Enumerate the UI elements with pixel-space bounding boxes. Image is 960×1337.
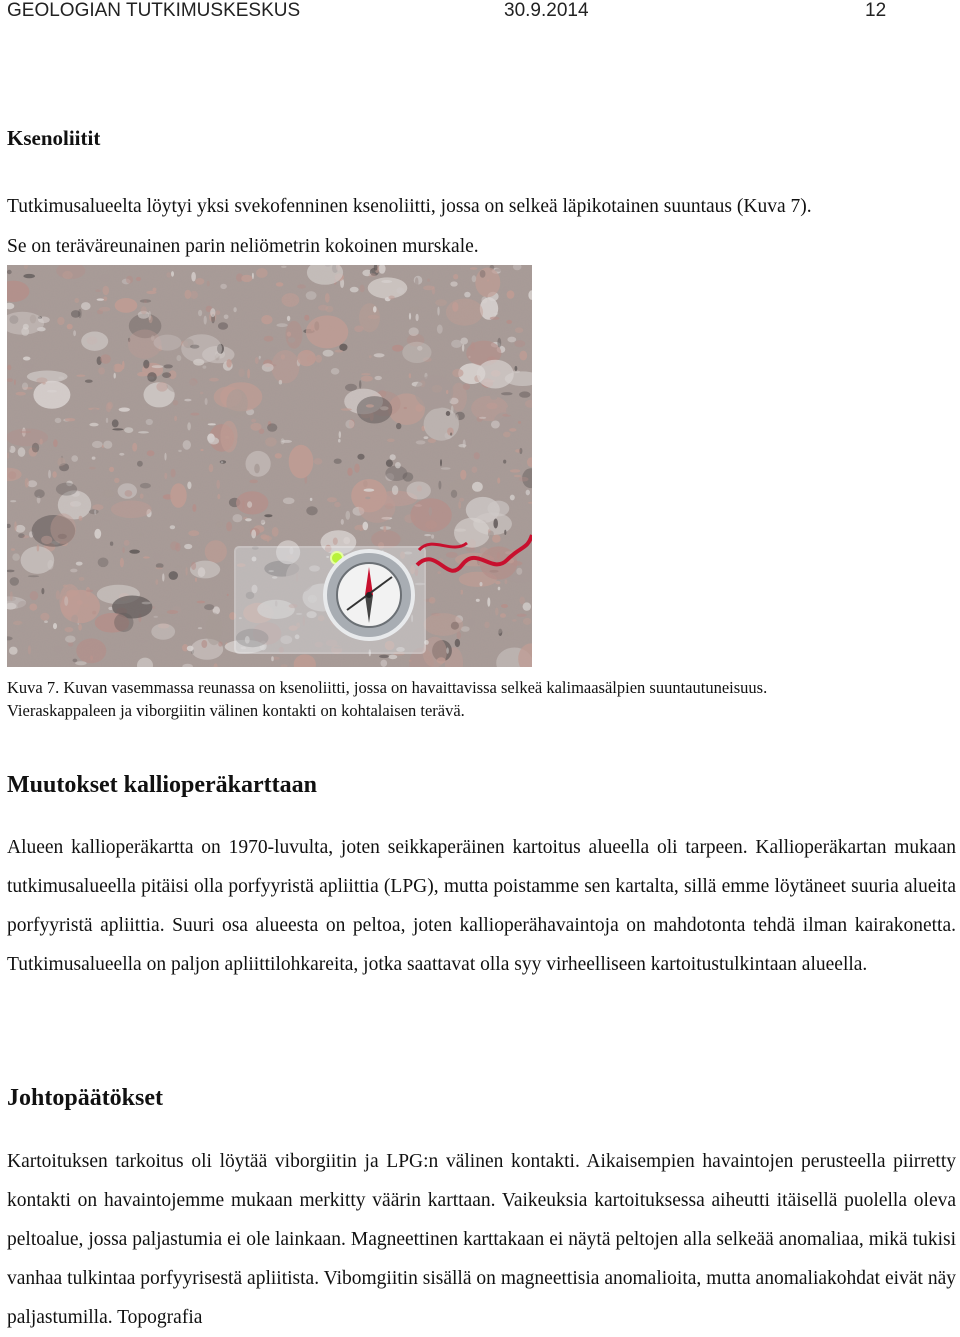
section-heading-johtopaatokset: Johtopäätökset xyxy=(7,1085,164,1111)
page-header xyxy=(7,0,887,22)
section-heading-muutokset: Muutokset kallioperäkarttaan xyxy=(7,772,318,798)
muutokset-paragraph: Alueen kallioperäkartta on 1970-luvulta, joten seikkaperäinen kartoitus alueella oli tarpeen. Kallioperäkartan mukaan tutkimusalueella pitäisi olla porfyyristä apliittia (LPG), mutta poistamme sen kartalta, sillä emme löytäneet suuria alueita porfyyristä apliittia. Suuri osa alueesta on peltoa, joten kallioperähavaintoja on mahdotonta tehdä ilman kairakonetta. Tutkimusalueella on paljon apliittilohkareita, jotka saattavat olla syy virheelliseen kartoitustulkintaan alueella. xyxy=(7,837,956,975)
page-number: 12 xyxy=(865,0,887,21)
section-heading-ksenoliitit: Ksenoliitit xyxy=(7,126,101,150)
caption-line-2: Vieraskappaleen ja viborgiitin välinen kontakti on kohtalaisen terävä. xyxy=(7,701,465,720)
xenolith-photo xyxy=(7,265,532,667)
johtopaatokset-paragraph: Kartoituksen tarkoitus oli löytää viborgiitin ja LPG:n välinen kontakti. Aikaisempien havaintojen perusteella piirretty kontakti on havaintojemme mukaan merkitty väärin karttaan. Vaikeuksia kartoituksessa aiheutti itäisellä puolella oleva peltoalue, jossa paljastumia ei ole lainkaan. Magneettinen karttakaan ei näytä peltojen alla selkeää anomaliaa, mikä tukisi vanhaa tulkintaa porfyyrisestä apliitista. Vibomgiitin sisällä on magneettisia anomalioita, mutta anomaliakohdat eivät näy paljastumilla. Topografia xyxy=(7,1151,956,1328)
document-date: 30.9.2014 xyxy=(504,0,589,21)
organization-name: GEOLOGIAN TUTKIMUSKESKUS xyxy=(7,0,301,21)
figure-caption xyxy=(7,676,947,722)
granite-rock-image xyxy=(7,265,532,667)
ksenoliitit-line-1: Tutkimusalueelta löytyi yksi svekofenninen ksenoliitti, jossa on selkeä läpikotainen suuntaus (Kuva 7). xyxy=(7,196,812,217)
caption-line-1: Kuva 7. Kuvan vasemmassa reunassa on ksenoliitti, jossa on havaittavissa selkeä kalimaasälpien suuntautuneisuus. xyxy=(7,678,768,697)
ksenoliitit-paragraph xyxy=(7,187,956,267)
ksenoliitit-line-2: Se on teräväreunainen parin neliömetrin kokoinen murskale. xyxy=(7,236,479,257)
